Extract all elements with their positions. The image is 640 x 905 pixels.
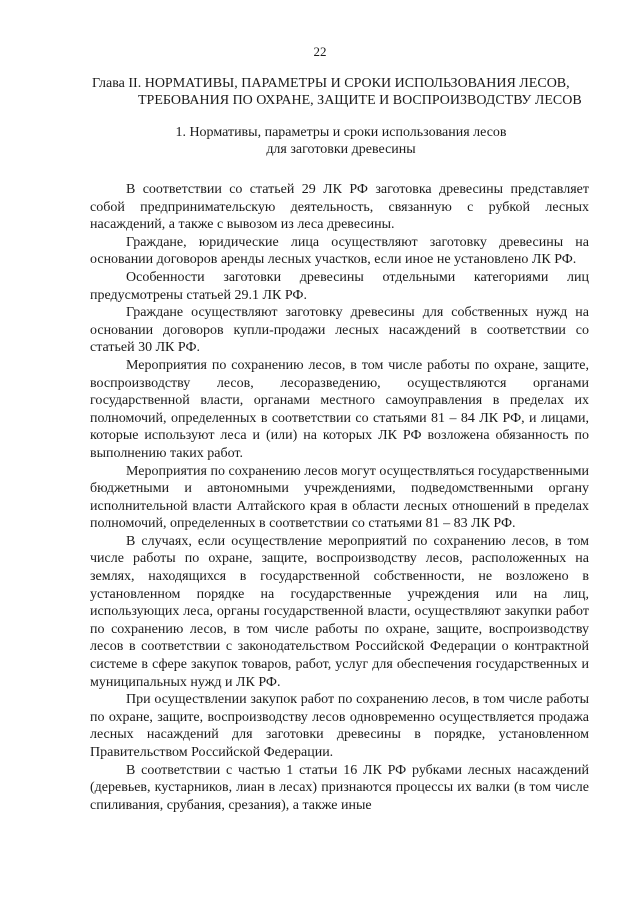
paragraph: Особенности заготовки древесины отдельными категориями лиц предусмотрены статьей 29.1 ЛК РФ. <box>90 269 589 303</box>
page-number: 22 <box>313 44 327 59</box>
body-text <box>90 181 589 814</box>
section-title-line-2: для заготовки древесины <box>266 142 416 157</box>
section-title-line-1: 1. Нормативы, параметры и сроки использования лесов <box>175 125 507 140</box>
paragraph: Мероприятия по сохранению лесов, в том числе работы по охране, защите, воспроизводству лесов, лесоразведению, осуществляются органами государственной власти, органами местного самоуправления в пределах их полномочий, определенных в соответствии со статьями 81 – 84 ЛК РФ, и лицами, которые используют леса и (или) на которых ЛК РФ возложена обязанность по выполнению таких работ. <box>90 357 589 461</box>
chapter-title <box>92 75 590 109</box>
paragraph: В случаях, если осуществление мероприятий по сохранению лесов, в том числе работы по охране, защите, воспроизводству лесов, расположенных на землях, находящихся в государственной собственности, не возложено в установленном порядке на государственные учреждения или на лиц, использующих леса, органы государственной власти, осуществляют закупки работ по сохранению лесов, в том числе работы по охране, защите, воспроизводству лесов в соответствии с законодательством Российской Федерации о контрактной системе в сфере закупок товаров, работ, услуг для обеспечения государственных и муниципальных нужд и ЛК РФ. <box>90 533 589 690</box>
paragraph: При осуществлении закупок работ по сохранению лесов, в том числе работы по охране, защите, воспроизводству лесов одновременно осуществляется продажа лесных насаждений для заготовки древесины в порядке, установленном Правительством Российской Федерации. <box>90 692 589 760</box>
paragraph: В соответствии со статьей 29 ЛК РФ заготовка древесины представляет собой предпринимательскую деятельность, связанную с рубкой лесных насаждений, а также с вывозом из леса древесины. <box>90 182 589 233</box>
chapter-title-line-2: ТРЕБОВАНИЯ ПО ОХРАНЕ, ЗАЩИТЕ И ВОСПРОИЗВОДСТВУ ЛЕСОВ <box>138 93 582 108</box>
section-title <box>92 124 590 158</box>
paragraph: Граждане, юридические лица осуществляют заготовку древесины на основании договоров аренды лесных участков, если иное не установлено ЛК РФ. <box>90 234 589 268</box>
paragraph: Мероприятия по сохранению лесов могут осуществляться государственными бюджетными и автономными учреждениями, подведомственными органу исполнительной власти Алтайского края в области лесных отношений в пределах полномочий, определенных в соответствии со статьями 81 – 83 ЛК РФ. <box>90 463 589 532</box>
paragraph: В соответствии с частью 1 статьи 16 ЛК РФ рубками лесных насаждений (деревьев, кустарников, лиан в лесах) признаются процессы их валки (в том числе спиливания, срубания, срезания), а также иные <box>90 762 589 813</box>
paragraph: Граждане осуществляют заготовку древесины для собственных нужд на основании договоров купли-продажи лесных насаждений в соответствии со статьей 30 ЛК РФ. <box>90 305 589 356</box>
chapter-title-line-1: Глава II. НОРМАТИВЫ, ПАРАМЕТРЫ И СРОКИ ИСПОЛЬЗОВАНИЯ ЛЕСОВ, <box>92 76 570 91</box>
